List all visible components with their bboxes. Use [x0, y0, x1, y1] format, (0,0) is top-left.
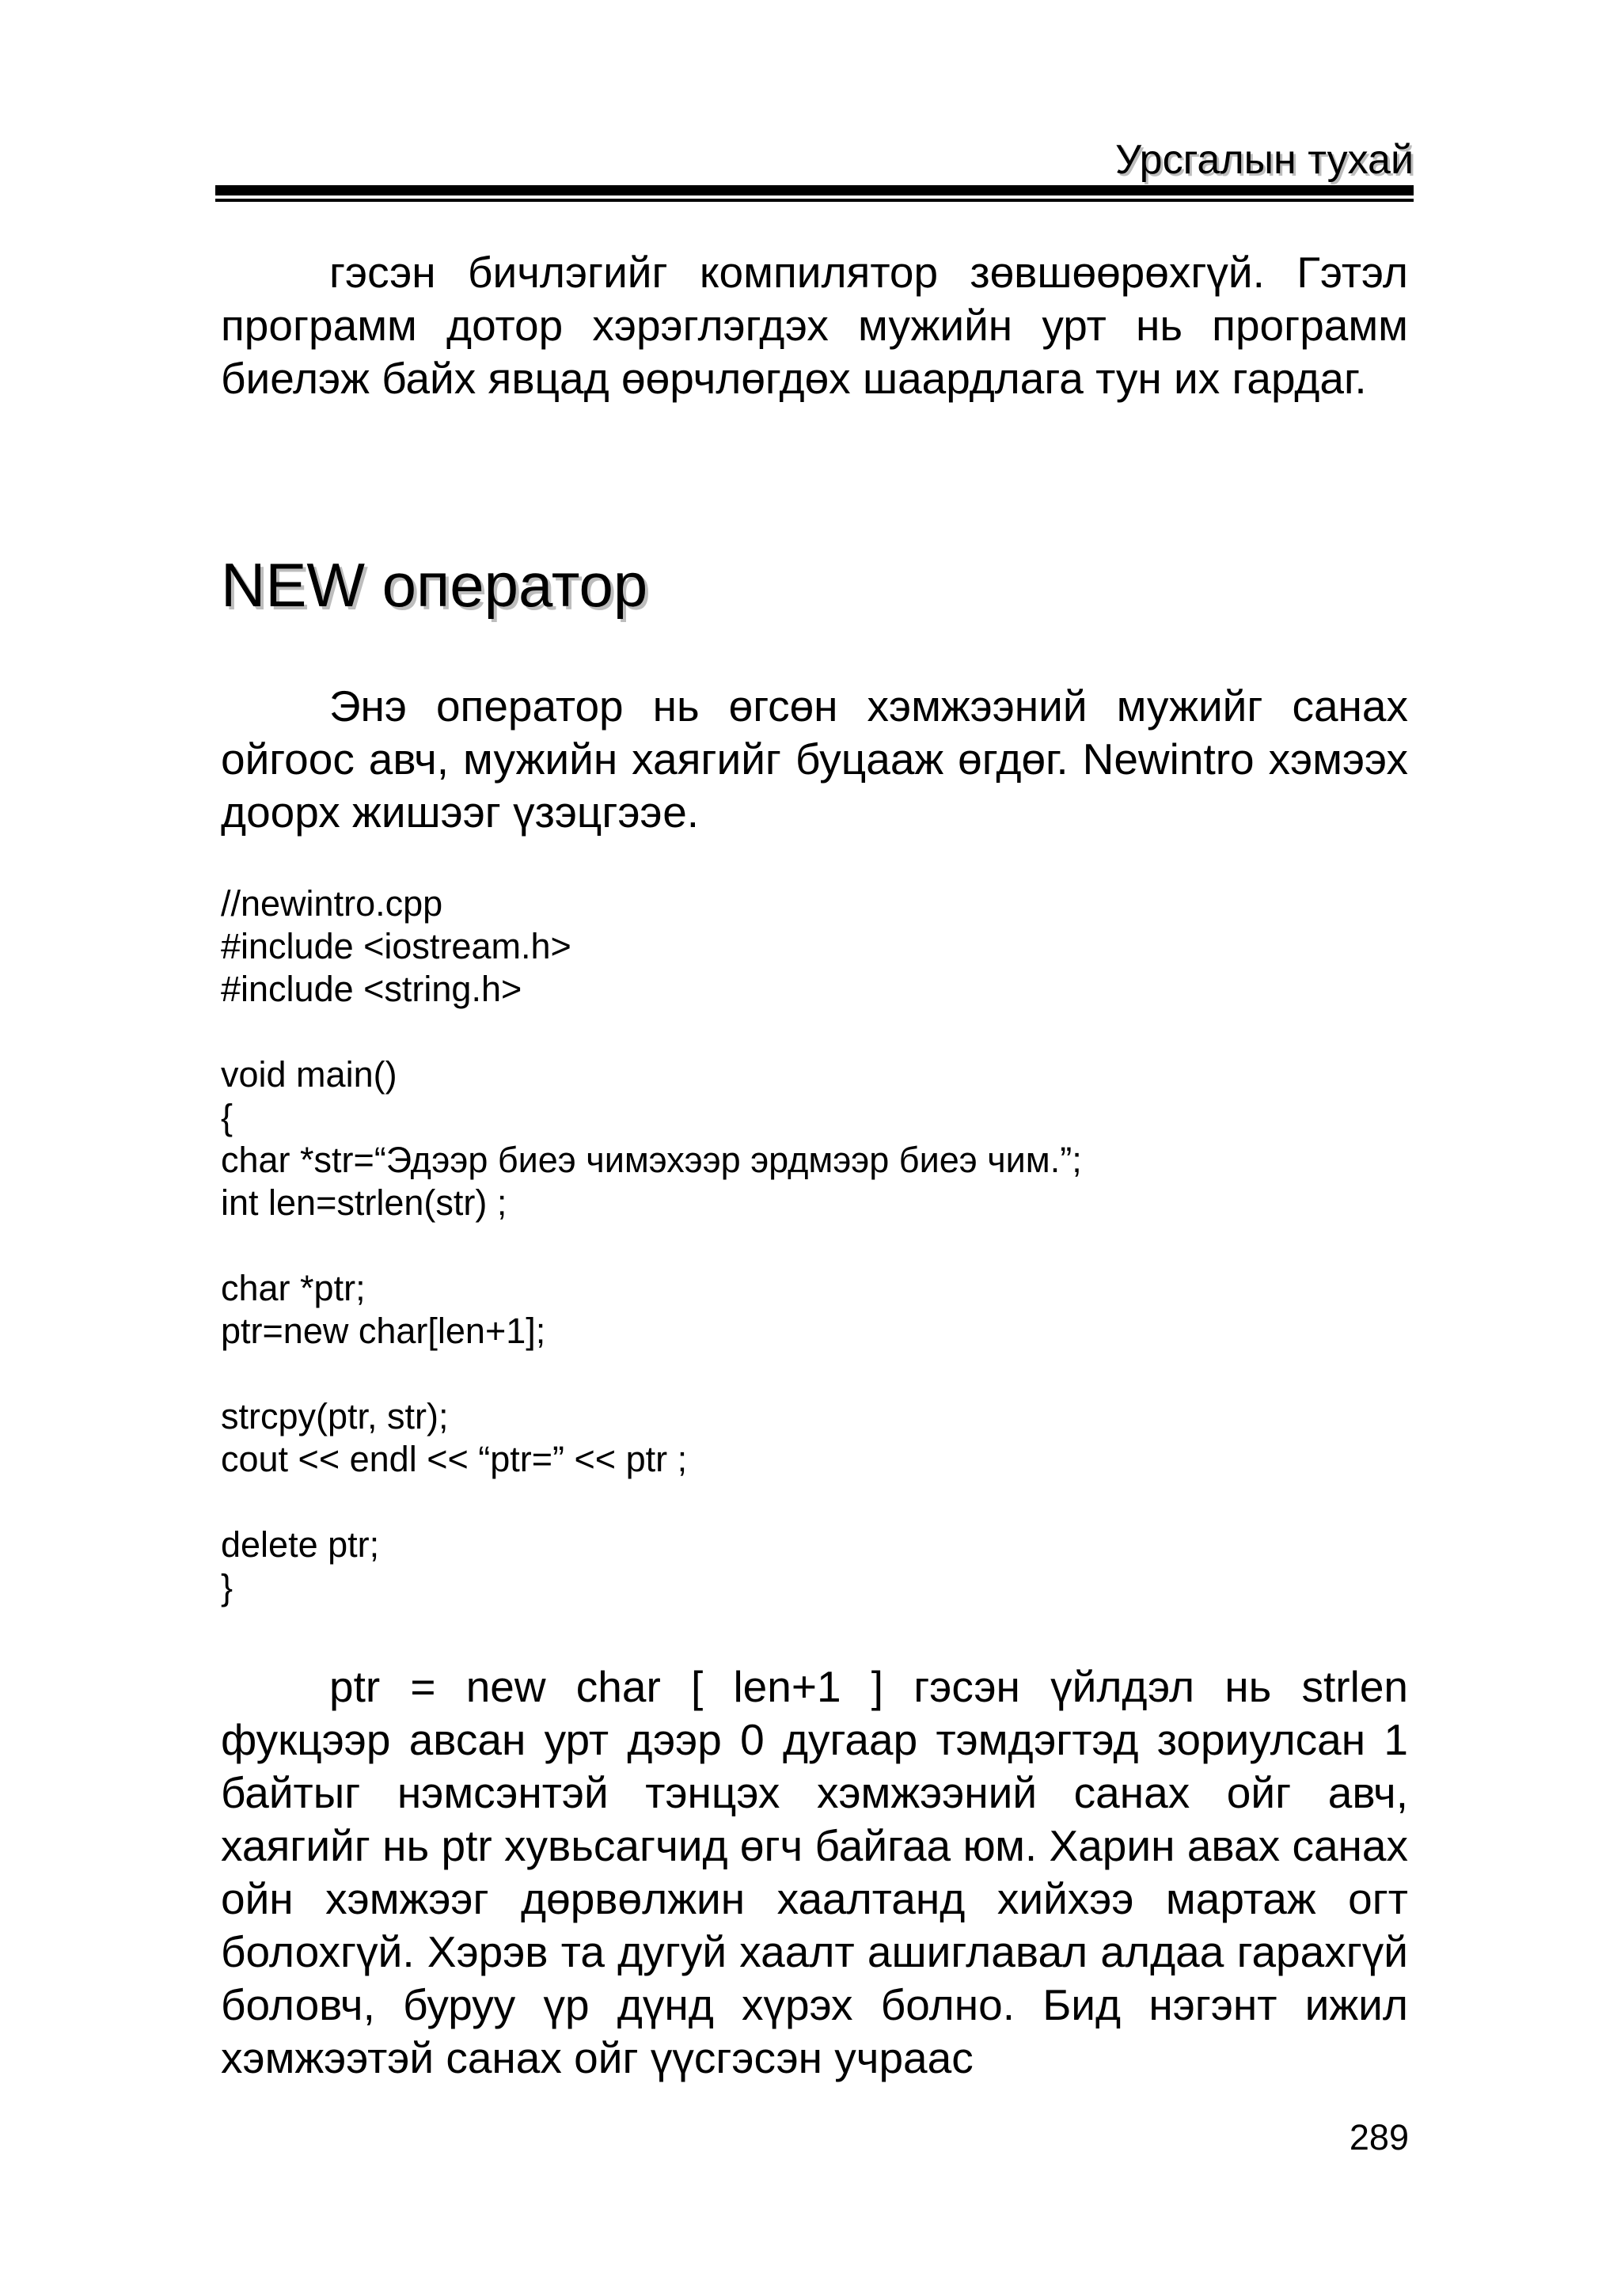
- code-line: ptr=new char[len+1];: [221, 1311, 546, 1351]
- code-line: char *str=“Эдээр биеэ чимэхээр эрдмээр биеэ чим.”;: [221, 1140, 1082, 1180]
- code-listing: [221, 882, 1408, 1609]
- running-header: Урсгалын тухай: [1114, 137, 1414, 183]
- code-line: cout << endl << “ptr=” << ptr ;: [221, 1439, 688, 1479]
- code-line: char *ptr;: [221, 1268, 366, 1308]
- code-line-blank: [221, 1481, 1408, 1524]
- code-line: //newintro.cpp: [221, 883, 443, 924]
- section-heading: NEW оператор: [221, 550, 648, 620]
- code-line: #include <iostream.h>: [221, 926, 571, 966]
- code-line: delete ptr;: [221, 1524, 380, 1565]
- header-rule-thin: [215, 199, 1414, 202]
- code-line-blank: [221, 1011, 1408, 1053]
- paragraph-explanation: ptr = new char [ len+1 ] гэсэн үйлдэл нь strlen фукцээр авсан урт дээр 0 дугаар тэмдэгтэд зориулсан 1 байтыг нэмсэнтэй тэнцэх хэмжээний санах ойг авч, хаягийг нь ptr хувьсагчид өгч байгаа юм. Харин авах санах ойн хэмжээг дөрвөлжин хаалтанд хийхээ мартаж огт болохгүй. Хэрэв та дугуй хаалт ашиглавал алдаа гарахгүй боловч, буруу үр дүнд хүрэх болно. Бид нэгэнт ижил хэмжээтэй санах ойг үүсгэсэн учраас: [221, 1662, 1408, 2082]
- code-line-blank: [221, 1353, 1408, 1395]
- code-line: }: [221, 1567, 233, 1607]
- code-line-blank: [221, 1224, 1408, 1267]
- code-line: strcpy(ptr, str);: [221, 1396, 449, 1436]
- page-number: 289: [1349, 2117, 1409, 2157]
- paragraph-intro: гэсэн бичлэгийг компилятор зөвшөөрөхгүй. Гэтэл программ дотор хэрэглэгдэх мужийн урт нь программ биелэж байх явцад өөрчлөгдөх шаардлага тун их гардаг.: [221, 248, 1408, 403]
- code-line: {: [221, 1097, 233, 1137]
- code-line: #include <string.h>: [221, 969, 522, 1009]
- header-rule-thick: [215, 185, 1414, 195]
- code-line: int len=strlen(str) ;: [221, 1182, 507, 1223]
- code-line: void main(): [221, 1054, 397, 1095]
- paragraph-new-operator: Энэ оператор нь өгсөн хэмжээний мужийг санах ойгоос авч, мужийн хаягийг буцааж өгдөг. Newintro хэмээх доорх жишээг үзэцгээе.: [221, 681, 1408, 837]
